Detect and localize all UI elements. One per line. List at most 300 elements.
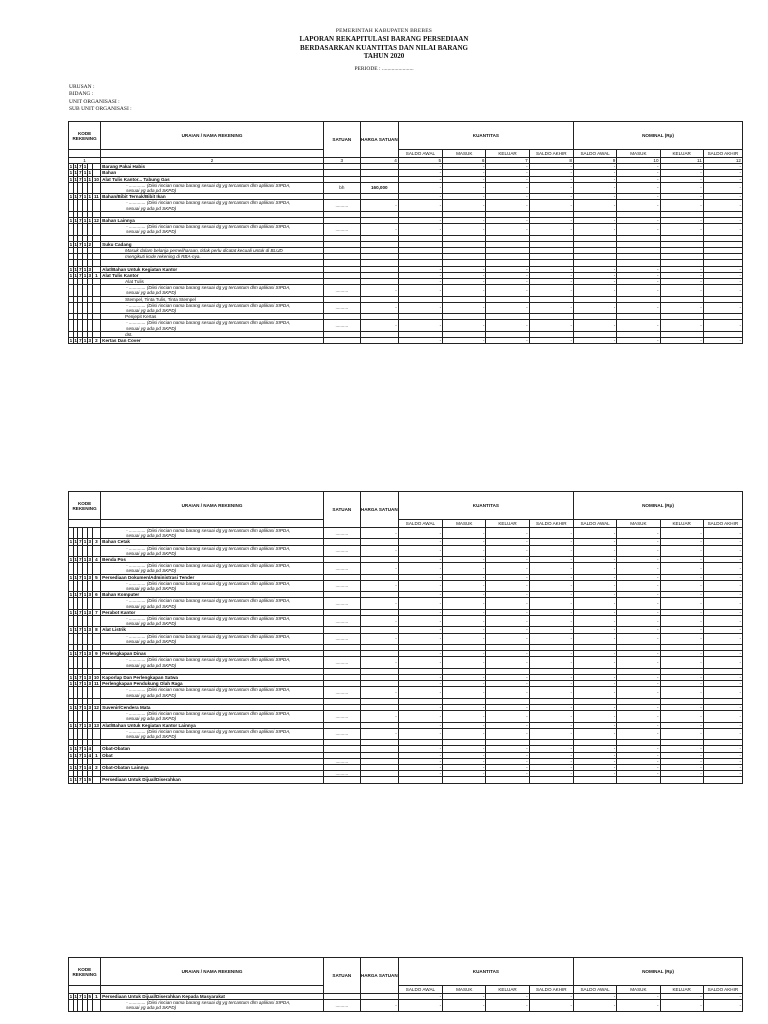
row-value: - (617, 592, 660, 598)
col-kode-rekening: KODE REKENING (69, 492, 101, 520)
code-digit: 1 (83, 176, 87, 182)
row-description: Suku Cadang (101, 241, 324, 247)
row-value: - (398, 705, 442, 711)
row-value: - (617, 994, 660, 1000)
table-row: - ............. (Diisi rincian nama barang sesuai dg yg tercantum dlm aplikasi SIPDA, sesuai yg ada pd SKPD) .......... - - - - - - - - - (69, 687, 743, 698)
row-value: - (617, 279, 660, 285)
meta-bidang: BIDANG : (69, 91, 94, 98)
row-value: - (660, 182, 703, 193)
row-value: - (573, 338, 616, 344)
note-line: - ............. (Diisi rincian nama barang sesuai dg yg tercantum dlm aplikasi SIPDA, (126, 711, 291, 717)
row-value: - (486, 218, 529, 224)
col-kuantitas: KUANTITAS (398, 122, 573, 150)
code-digit: 1 (83, 752, 87, 758)
col-kode-rekening: KODE REKENING (69, 958, 101, 986)
inventory-table (68, 957, 743, 1012)
col-nominal: NOMINAL (Rp) (573, 492, 742, 520)
row-value: - (617, 681, 660, 687)
row-value: - (617, 675, 660, 681)
inventory-table (68, 121, 743, 344)
table-row: - ............. (Diisi rincian nama barang sesuai dg yg tercantum dlm aplikasi SIPDA, sesuai yg ada pd SKPD) .......... - - - - - - - - - (69, 598, 743, 609)
row-description: Persediaan Untuk Dijual/Diserahkan (101, 777, 324, 783)
row-value: - (573, 994, 616, 1000)
row-value: - (660, 752, 703, 758)
row-value (703, 777, 742, 783)
table-row: - ............. (Diisi rincian nama barang sesuai dg yg tercantum dlm aplikasi SIPDA, sesuai yg ada pd SKPD) .......... - - - - - - - - - (69, 580, 743, 591)
code-digit: 1 (83, 705, 87, 711)
row-description: mengikuti kode rekening di RBA-nya. (101, 254, 324, 260)
table-row: - ............. (Diisi rincian nama barang sesuai dg yg tercantum dlm aplikasi SIPDA, sesuai yg ada pd SKPD) .......... - - - - - - - - - (69, 320, 743, 331)
row-value: - (443, 272, 486, 278)
row-value: - (398, 285, 442, 296)
row-value: - (573, 224, 616, 235)
detail-note (101, 528, 324, 539)
row-value: - (398, 657, 442, 668)
code-digit: 1 (83, 557, 87, 563)
row-value: - (703, 320, 742, 331)
row-satuan: .......... (323, 224, 360, 235)
code-digit: 1 (69, 194, 73, 200)
row-value: - (398, 528, 442, 539)
row-value: - (617, 771, 660, 777)
row-value: - (573, 528, 616, 539)
row-value: - (660, 657, 703, 668)
row-value: - (486, 320, 529, 331)
note-line: - ............. (Diisi rincian nama barang sesuai dg yg tercantum dlm aplikasi SIPDA, (126, 563, 291, 569)
col-sub-header: SALDO AKHIR (529, 150, 573, 158)
code-digit: 1 (69, 164, 73, 170)
row-value: - (486, 266, 529, 272)
detail-note (101, 687, 324, 698)
row-value: - (660, 218, 703, 224)
row-value: - (529, 771, 573, 777)
row-satuan: bh (323, 182, 360, 193)
row-value: - (443, 705, 486, 711)
row-value: - (486, 681, 529, 687)
row-value: - (617, 746, 660, 752)
code-digit: 7 (79, 752, 82, 758)
row-value: - (443, 557, 486, 563)
code-digit: 1 (83, 651, 87, 657)
row-value: - (573, 170, 616, 176)
code-digit: 1 (69, 338, 73, 344)
row-value: - (529, 285, 573, 296)
table-row: - ............. (Diisi rincian nama barang sesuai dg yg tercantum dlm aplikasi SIPDA, sesuai yg ada pd SKPD) .......... - - - - - - - - - (69, 1000, 743, 1011)
code-digit: 7 (79, 609, 82, 615)
code-digit: 1 (69, 272, 73, 278)
row-value: - (443, 651, 486, 657)
table-row: - ............. (Diisi rincian nama barang sesuai dg yg tercantum dlm aplikasi SIPDA, sesuai yg ada pd SKPD) .......... - - - - - - - - - (69, 302, 743, 313)
row-value: - (529, 557, 573, 563)
row-value: - (443, 528, 486, 539)
row-value: - (573, 563, 616, 574)
row-value: - (486, 722, 529, 728)
col-sub-header: MASUK (443, 150, 486, 158)
col-index: 4 (360, 158, 398, 164)
code-digit: 1 (83, 194, 87, 200)
row-value: - (398, 164, 442, 170)
code-digit: 1 (83, 170, 87, 176)
row-value: - (529, 272, 573, 278)
row-description: Alat/Bahan Untuk Kegiatan Kantor Lainnya (101, 722, 324, 728)
row-value: - (443, 994, 486, 1000)
row-value: - (398, 616, 442, 627)
row-value: - (703, 279, 742, 285)
row-value: - (443, 539, 486, 545)
code-digit: 1 (92, 994, 100, 1000)
row-value: - (573, 633, 616, 644)
row-value: - (529, 994, 573, 1000)
code-digit: 1 (69, 218, 73, 224)
row-value: - (529, 609, 573, 615)
row-value: - (617, 200, 660, 211)
code-digit: 1 (74, 609, 77, 615)
row-value: - (660, 1000, 703, 1011)
row-satuan: .......... (323, 200, 360, 211)
row-value: - (703, 651, 742, 657)
row-value: - (703, 752, 742, 758)
row-value: - (443, 687, 486, 698)
code-digit: 1 (74, 176, 77, 182)
code-digit: 1 (74, 539, 77, 545)
row-description: Obat (101, 752, 324, 758)
row-value: - (398, 545, 442, 556)
col-sub-header: MASUK (617, 520, 660, 528)
note-line: - ............. (Diisi rincian nama barang sesuai dg yg tercantum dlm aplikasi SIPDA, (126, 633, 291, 639)
row-value: - (660, 651, 703, 657)
code-digit: 1 (69, 539, 73, 545)
row-value: - (617, 574, 660, 580)
row-value: - (486, 1000, 529, 1011)
code-digit: 3 (88, 539, 92, 545)
code-digit: 7 (79, 338, 82, 344)
row-value: - (660, 285, 703, 296)
row-value: - (486, 705, 529, 711)
row-value: - (703, 194, 742, 200)
row-value: - (398, 675, 442, 681)
row-value: - (443, 320, 486, 331)
row-value: - (703, 200, 742, 211)
row-value: - (443, 338, 486, 344)
row-value: - (703, 528, 742, 539)
row-value: - (486, 539, 529, 545)
row-description: Perabot Kantor (101, 609, 324, 615)
code-digit: 1 (74, 765, 77, 771)
row-value: - (486, 746, 529, 752)
col-index: 9 (573, 158, 616, 164)
row-value (443, 777, 486, 783)
row-value: - (703, 170, 742, 176)
note-line: sesuai yg ada pd SKPD) (126, 1005, 177, 1011)
row-value: - (443, 592, 486, 598)
row-value: - (486, 557, 529, 563)
row-value: - (443, 279, 486, 285)
code-digit: 7 (79, 675, 82, 681)
code-digit: 3 (88, 574, 92, 580)
row-value: - (660, 627, 703, 633)
note-line: - ............. (Diisi rincian nama barang sesuai dg yg tercantum dlm aplikasi SIPDA, (126, 320, 291, 326)
row-value: - (660, 675, 703, 681)
table-section-3 (68, 957, 743, 1012)
code-digit: 7 (79, 272, 82, 278)
detail-note (101, 616, 324, 627)
row-description: Bahan Lainnya (101, 218, 324, 224)
code-digit: 1 (69, 176, 73, 182)
row-value: - (443, 633, 486, 644)
note-line: sesuai yg ada pd SKPD) (126, 229, 177, 235)
note-line: sesuai yg ada pd SKPD) (126, 568, 177, 574)
row-value: - (703, 302, 742, 313)
row-value: - (703, 574, 742, 580)
code-digit: 7 (79, 765, 82, 771)
row-value: - (398, 224, 442, 235)
col-sub-header: SALDO AKHIR (529, 986, 573, 994)
row-value: - (703, 592, 742, 598)
col-kuantitas: KUANTITAS (398, 958, 573, 986)
row-value: - (660, 598, 703, 609)
code-digit: 7 (79, 627, 82, 633)
row-value: - (573, 771, 616, 777)
code-digit (92, 777, 100, 783)
detail-note (101, 563, 324, 574)
note-line: - ............. (Diisi rincian nama barang sesuai dg yg tercantum dlm aplikasi SIPDA, (126, 285, 291, 291)
code-digit: 7 (92, 609, 100, 615)
table-row: - ............. (Diisi rincian nama barang sesuai dg yg tercantum dlm aplikasi SIPDA, sesuai yg ada pd SKPD) .......... - - - - - - - - - (69, 545, 743, 556)
code-digit: 1 (74, 777, 77, 783)
row-value: - (486, 545, 529, 556)
row-value: - (573, 200, 616, 211)
row-value: - (617, 580, 660, 591)
col-harga-satuan: HARGA SATUAN (360, 958, 398, 994)
col-sub-header: SALDO AWAL (398, 150, 442, 158)
row-value: - (529, 266, 573, 272)
col-sub-header: MASUK (617, 986, 660, 994)
detail-note (101, 1000, 324, 1011)
row-satuan: .......... (323, 687, 360, 698)
row-value: - (529, 598, 573, 609)
row-value: - (617, 320, 660, 331)
row-value: - (617, 285, 660, 296)
table-row (69, 338, 743, 344)
code-digit: 1 (74, 164, 77, 170)
code-digit: 7 (79, 705, 82, 711)
code-digit: 7 (79, 218, 82, 224)
detail-note (101, 657, 324, 668)
row-value: - (486, 176, 529, 182)
row-satuan: .......... (323, 302, 360, 313)
code-digit: 3 (88, 272, 92, 278)
col-index: 2 (101, 158, 324, 164)
row-value: - (573, 580, 616, 591)
code-digit: 1 (69, 752, 73, 758)
code-digit: 7 (79, 241, 82, 247)
row-value: - (529, 279, 573, 285)
row-value: - (573, 746, 616, 752)
row-value: - (443, 302, 486, 313)
code-digit: 1 (83, 627, 87, 633)
table-row: - ............. (Diisi rincian nama barang sesuai dg yg tercantum dlm aplikasi SIPDA, sesuai yg ada pd SKPD) .......... - - - - - - - - - (69, 616, 743, 627)
row-value: - (529, 224, 573, 235)
row-value: - (398, 266, 442, 272)
code-digit: 1 (83, 574, 87, 580)
row-value: - (529, 574, 573, 580)
row-value: - (703, 609, 742, 615)
row-value: - (398, 563, 442, 574)
row-value: - (398, 539, 442, 545)
row-value (617, 777, 660, 783)
col-sub-header: KELUAR (660, 520, 703, 528)
row-value: - (529, 194, 573, 200)
code-digit: 1 (74, 272, 77, 278)
row-value: - (617, 218, 660, 224)
code-digit: 1 (69, 574, 73, 580)
row-value: - (486, 675, 529, 681)
row-value: - (617, 528, 660, 539)
row-value: - (660, 765, 703, 771)
row-value: - (703, 266, 742, 272)
row-value: - (617, 687, 660, 698)
code-digit: 1 (83, 592, 87, 598)
row-value: - (443, 545, 486, 556)
row-value: - (398, 609, 442, 615)
row-value: - (529, 592, 573, 598)
col-sub-header: SALDO AWAL (398, 986, 442, 994)
row-value: - (573, 758, 616, 764)
row-value: - (529, 687, 573, 698)
code-digit: 13 (93, 722, 99, 728)
detail-note (101, 302, 324, 313)
code-digit: 1 (88, 194, 92, 200)
code-digit: 1 (74, 170, 77, 176)
row-value: - (573, 272, 616, 278)
row-value: - (443, 194, 486, 200)
row-value: - (398, 170, 442, 176)
row-value: - (660, 681, 703, 687)
code-digit: 1 (88, 218, 92, 224)
row-value: - (529, 681, 573, 687)
code-digit: 1 (74, 557, 77, 563)
row-value: - (573, 657, 616, 668)
row-value: - (573, 681, 616, 687)
meta-unit: UNIT ORGANISASI : (69, 98, 120, 105)
row-description: Perlengkapan Pendukung Olah Raga (101, 681, 324, 687)
row-value: - (443, 771, 486, 777)
col-sub-header: KELUAR (660, 986, 703, 994)
row-value: - (703, 598, 742, 609)
table-row (69, 777, 743, 783)
code-digit: 1 (74, 194, 77, 200)
note-line: sesuai yg ada pd SKPD) (126, 734, 177, 740)
note-line: - ............. (Diisi rincian nama barang sesuai dg yg tercantum dlm aplikasi SIPDA, (126, 224, 291, 230)
row-value: - (486, 598, 529, 609)
code-digit: 1 (74, 338, 77, 344)
col-index: 7 (486, 158, 529, 164)
code-digit: 3 (88, 266, 92, 272)
code-digit: 1 (69, 170, 73, 176)
code-digit: 1 (69, 746, 73, 752)
code-digit: 1 (74, 627, 77, 633)
code-digit: 1 (83, 272, 87, 278)
row-value: - (443, 285, 486, 296)
row-value: - (660, 563, 703, 574)
row-value: - (660, 557, 703, 563)
code-digit: 4 (88, 746, 92, 752)
code-digit: 12 (93, 705, 99, 711)
row-value: - (486, 338, 529, 344)
row-value: - (573, 285, 616, 296)
row-value: - (703, 746, 742, 752)
row-value: - (486, 711, 529, 722)
row-value: - (703, 218, 742, 224)
row-value: - (443, 675, 486, 681)
code-digit: 1 (69, 777, 73, 783)
row-description: Persediaan Untuk Dijual/Diserahkan Kepada Masyarakat (101, 994, 324, 1000)
row-value: - (443, 580, 486, 591)
note-line: - ............. (Diisi rincian nama barang sesuai dg yg tercantum dlm aplikasi SIPDA, (126, 528, 291, 533)
row-value: - (703, 994, 742, 1000)
row-harga: 160,000 (360, 182, 398, 193)
row-description: Alat Tulis Kantor... Tabung Gas (101, 176, 324, 182)
col-index: 11 (660, 158, 703, 164)
row-value: - (529, 182, 573, 193)
row-value: - (703, 687, 742, 698)
row-description: Suvenir/Cendera Mata (101, 705, 324, 711)
row-value: - (486, 657, 529, 668)
row-value: - (443, 752, 486, 758)
row-value: - (660, 616, 703, 627)
col-kuantitas: KUANTITAS (398, 492, 573, 520)
row-satuan: .......... (323, 758, 360, 764)
note-line: - ............. (Diisi rincian nama barang sesuai dg yg tercantum dlm aplikasi SIPDA, (126, 598, 291, 604)
row-value: - (486, 302, 529, 313)
code-digit: 1 (69, 705, 73, 711)
table-row: - ............. (Diisi rincian nama barang sesuai dg yg tercantum dlm aplikasi SIPDA, sesuai yg ada pd SKPD) .......... - - - - - - - - - (69, 563, 743, 574)
note-line: sesuai yg ada pd SKPD) (126, 308, 177, 314)
code-digit: 1 (92, 752, 100, 758)
code-digit: 7 (79, 176, 82, 182)
col-sub-header: SALDO AWAL (573, 986, 616, 994)
row-value: - (443, 728, 486, 739)
row-value: - (660, 539, 703, 545)
row-satuan: .......... (323, 563, 360, 574)
code-digit: 2 (92, 765, 100, 771)
code-digit: 11 (93, 681, 99, 687)
row-value: - (573, 705, 616, 711)
code-digit: 1 (74, 681, 77, 687)
row-value: - (529, 758, 573, 764)
row-value: - (573, 182, 616, 193)
code-digit: 7 (79, 592, 82, 598)
meta-subunit: SUB UNIT ORGANISASI : (69, 106, 132, 113)
row-description: Barang Pakai Habis (101, 164, 324, 170)
code-digit: 3 (88, 338, 92, 344)
row-description: Benda Pos (101, 557, 324, 563)
row-value: - (703, 675, 742, 681)
row-value: - (703, 711, 742, 722)
row-value: - (573, 539, 616, 545)
row-value: - (486, 164, 529, 170)
col-index: 12 (703, 158, 742, 164)
row-value: - (486, 728, 529, 739)
row-value: - (486, 170, 529, 176)
code-digit: 1 (69, 765, 73, 771)
table-row: - ............. (Diisi rincian nama barang sesuai dg yg tercantum dlm aplikasi SIPDA, sesuai yg ada pd SKPD) .......... - - - - - - - - - (69, 224, 743, 235)
code-digit: 1 (69, 592, 73, 598)
row-value: - (486, 285, 529, 296)
note-line: - ............. (Diisi rincian nama barang sesuai dg yg tercantum dlm aplikasi SIPDA, (126, 182, 291, 188)
row-value: - (398, 218, 442, 224)
row-value: - (573, 218, 616, 224)
